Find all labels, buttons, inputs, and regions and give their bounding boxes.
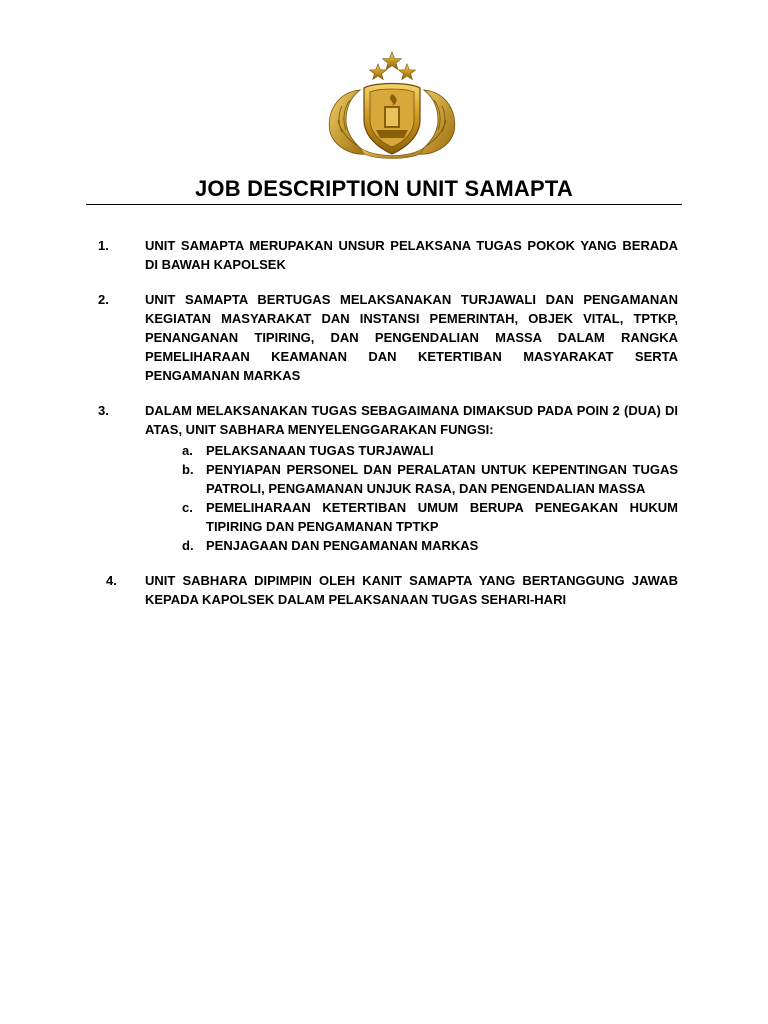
item-number: 3. xyxy=(98,403,109,418)
title-underline xyxy=(86,204,682,205)
job-description-list xyxy=(0,236,768,625)
sub-item-text: PEMELIHARAAN KETERTIBAN UMUM BERUPA PENEGAKAN HUKUM TIPIRING DAN PENGAMANAN TPTKP xyxy=(206,500,678,534)
document-title: JOB DESCRIPTION UNIT SAMAPTA xyxy=(195,176,573,201)
item-text: UNIT SAMAPTA BERTUGAS MELAKSANAKAN TURJAWALI DAN PENGAMANAN KEGIATAN MASYARAKAT DAN INSTANSI PEMERINTAH, OBJEK VITAL, TPTKP, PENANGANAN TIPIRING, DAN PENGENDALIAN MASSA DALAM RANGKA PEMELIHARAAN KEAMANAN DAN KETERTIBAN MASYARAKAT SERTA PENGAMANAN MARKAS xyxy=(145,292,678,383)
list-item xyxy=(0,236,768,274)
item-text: UNIT SAMAPTA MERUPAKAN UNSUR PELAKSANA TUGAS POKOK YANG BERADA DI BAWAH KAPOLSEK xyxy=(145,238,678,272)
sub-item-text: PELAKSANAAN TUGAS TURJAWALI xyxy=(206,443,434,458)
item-number: 2. xyxy=(98,292,109,307)
list-item xyxy=(0,401,768,555)
item-text: UNIT SABHARA DIPIMPIN OLEH KANIT SAMAPTA YANG BERTANGGUNG JAWAB KEPADA KAPOLSEK DALAM PELAKSANAAN TUGAS SEHARI-HARI xyxy=(145,573,678,607)
list-item xyxy=(0,290,768,385)
list-item xyxy=(0,571,768,609)
sub-list xyxy=(0,441,768,555)
sub-item-letter: d. xyxy=(182,538,194,553)
item-text: DALAM MELAKSANAKAN TUGAS SEBAGAIMANA DIMAKSUD PADA POIN 2 (DUA) DI ATAS, UNIT SABHARA MENYELENGGARAKAN FUNGSI: xyxy=(145,403,678,437)
item-number: 4. xyxy=(106,573,117,588)
sub-item-text: PENJAGAAN DAN PENGAMANAN MARKAS xyxy=(206,538,479,553)
sub-item-letter: a. xyxy=(182,443,193,458)
sub-list-item xyxy=(0,498,768,536)
sub-list-item xyxy=(0,460,768,498)
sub-list-item xyxy=(0,441,768,460)
sub-item-letter: c. xyxy=(182,500,193,515)
sub-item-text: PENYIAPAN PERSONEL DAN PERALATAN UNTUK KEPENTINGAN TUGAS PATROLI, PENGAMANAN UNJUK RASA, DAN PENGENDALIAN MASSA xyxy=(206,462,678,496)
sub-list-item xyxy=(0,536,768,555)
item-number: 1. xyxy=(98,238,109,253)
police-emblem-icon xyxy=(320,50,464,160)
sub-item-letter: b. xyxy=(182,462,194,477)
